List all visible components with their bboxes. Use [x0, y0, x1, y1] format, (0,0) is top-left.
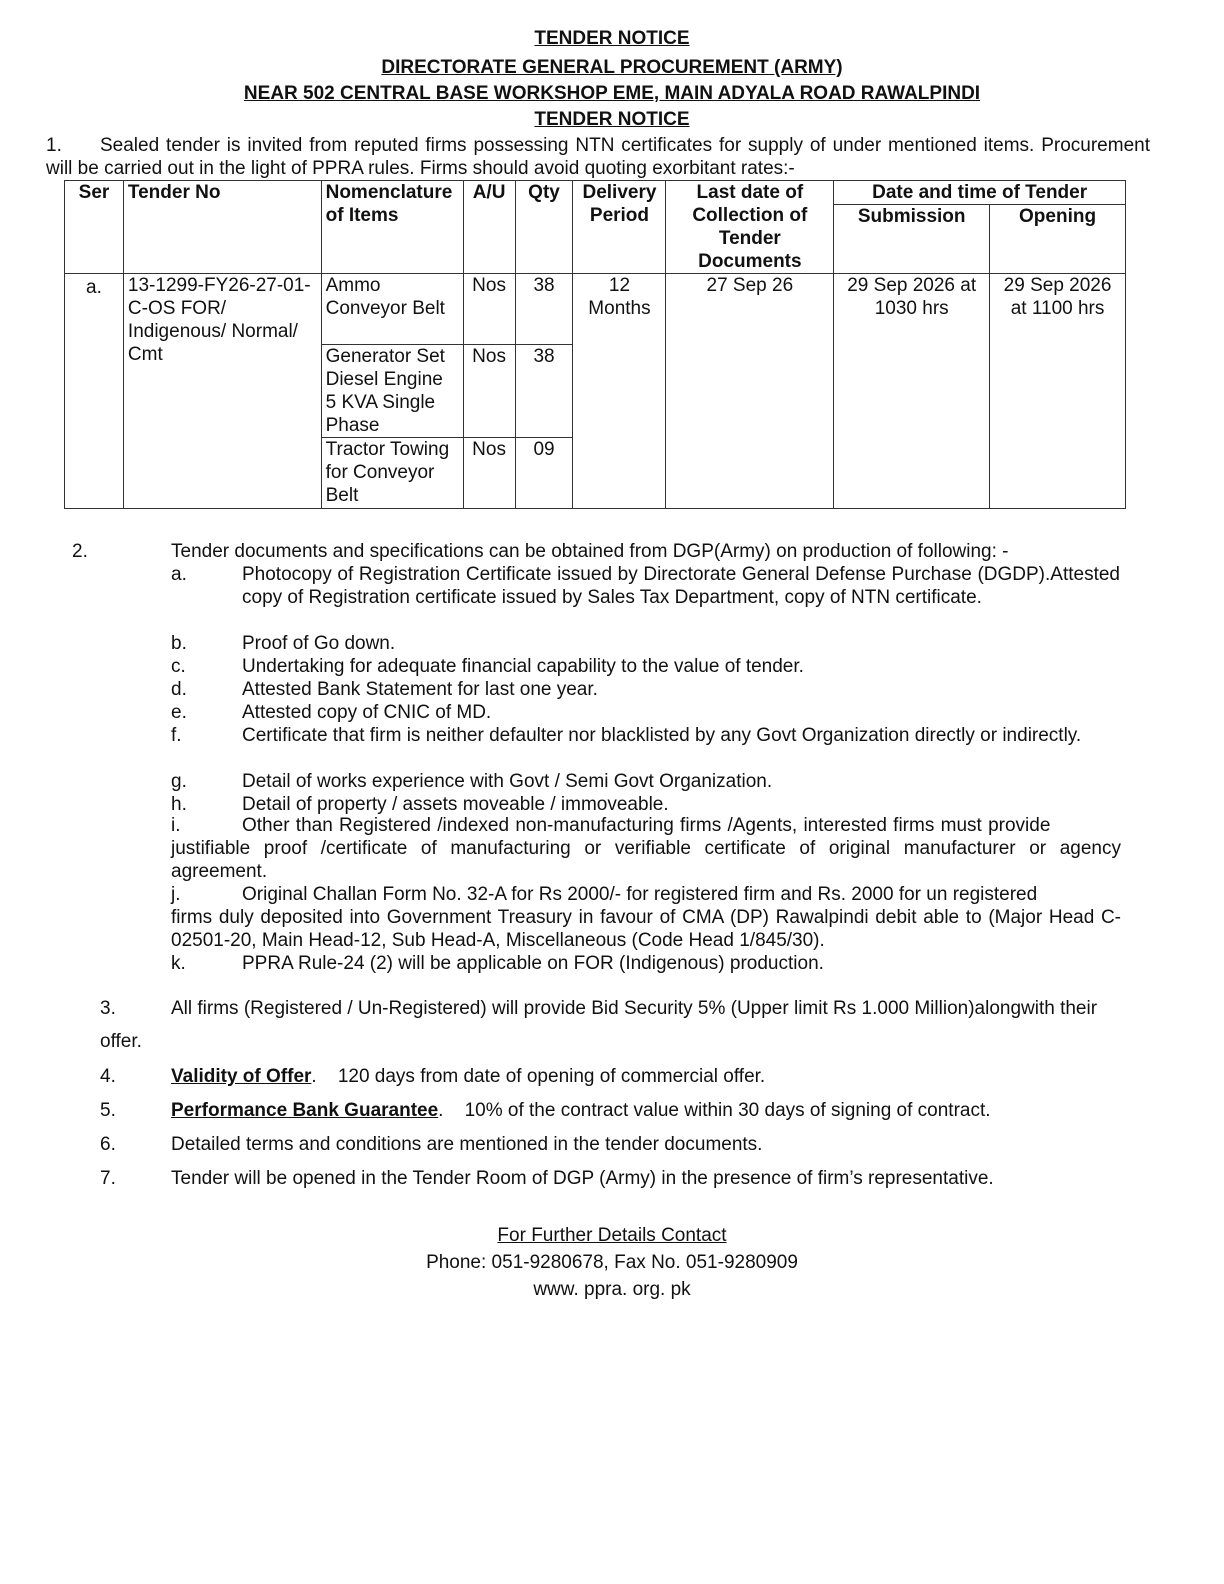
row-opening: 29 Sep 2026 at 1100 hrs: [990, 274, 1126, 509]
header-date-time: Date and time of Tender: [834, 181, 1126, 205]
contact-website[interactable]: www. ppra. org. pk: [533, 1279, 691, 1300]
header-nomenclature: Nomenclature of Items: [321, 181, 463, 274]
point-number: 5.: [100, 1100, 116, 1121]
list-text: Certificate that firm is neither defaulter nor blacklisted by any Govt Organization directly or indirectly.: [242, 725, 1082, 746]
header-submission: Submission: [834, 205, 990, 274]
point-text: [171, 1100, 991, 1122]
header-au: A/U: [463, 181, 515, 274]
point-text: [171, 998, 1097, 1020]
tender-table: [64, 180, 1126, 509]
list-text: Undertaking for adequate financial capability to the value of tender.: [242, 656, 804, 677]
list-label: a.: [171, 564, 187, 585]
point-text: [171, 1168, 994, 1190]
directorate-title: DIRECTORATE GENERAL PROCUREMENT (ARMY): [381, 57, 843, 78]
item-qty: 09: [515, 438, 573, 509]
header-opening: Opening: [990, 205, 1126, 274]
list-text: Original Challan Form No. 32-A for Rs 2000/- for registered firm and Rs. 2000 for un registered: [242, 884, 1038, 905]
list-label: i.: [171, 815, 181, 836]
point-body: . 10% of the contract value within 30 days of signing of contract.: [438, 1100, 991, 1121]
point-number: 4.: [100, 1066, 116, 1087]
header-ser: Ser: [65, 181, 124, 274]
list-label: c.: [171, 656, 186, 677]
header-tender-no: Tender No: [123, 181, 321, 274]
header-qty: Qty: [515, 181, 573, 274]
notice-subtitle: TENDER NOTICE: [534, 109, 690, 130]
list-label: f.: [171, 725, 182, 746]
list-label: j.: [171, 884, 181, 905]
list-text: Detail of property / assets moveable / immoveable.: [242, 794, 669, 815]
list-text: Proof of Go down.: [242, 633, 396, 654]
list-text: Attested copy of CNIC of MD.: [242, 702, 492, 723]
point-text: [171, 1134, 762, 1156]
list-text: justifiable proof /certificate of manufacturing or verifiable certificate of original manufacturer or agency agreement.: [171, 838, 1121, 882]
list-text: firms duly deposited into Government Treasury in favour of CMA (DP) Rawalpindi debit able to (Major Head C-02501-20, Main Head-12, Sub Head-A, Miscellaneous (Code Head 1/845/30).: [171, 907, 1121, 951]
list-text: Photocopy of Registration Certificate issued by Directorate General Defense Purchase (DGDP).Attested copy of Registration certificate issued by Sales Tax Department, copy of NTN certificate.: [242, 564, 1120, 608]
item-au: Nos: [463, 274, 515, 345]
list-text: Detail of works experience with Govt / Semi Govt Organization.: [242, 771, 773, 792]
item-name: Tractor Towing for Conveyor Belt: [321, 438, 463, 509]
list-label: g.: [171, 771, 187, 792]
contact-phone: Phone: 051-9280678, Fax No. 051-9280909: [426, 1252, 798, 1273]
point-heading: Validity of Offer: [171, 1066, 312, 1087]
point-body: . 120 days from date of opening of commercial offer.: [311, 1066, 766, 1087]
item-name: Generator Set Diesel Engine 5 KVA Single Phase: [321, 345, 463, 438]
contact-block: [0, 1222, 1224, 1303]
paragraph-number: 2.: [72, 541, 88, 562]
item-qty: 38: [515, 345, 573, 438]
paragraph-1: [46, 134, 1150, 180]
row-delivery: 12 Months: [573, 274, 666, 509]
list-label: b.: [171, 633, 187, 654]
header-last-date: Last date of Collection of Tender Documents: [666, 181, 834, 274]
item-qty: 38: [515, 274, 573, 345]
list-label: e.: [171, 702, 187, 723]
point-body: Detailed terms and conditions are mentioned in the tender documents.: [171, 1134, 763, 1155]
point-text: [171, 1066, 765, 1088]
row-last-date: 27 Sep 26: [666, 274, 834, 509]
point-heading: Performance Bank Guarantee: [171, 1100, 439, 1121]
paragraph-text: Sealed tender is invited from reputed firms possessing NTN certificates for supply of under mentioned items. Procurement will be carried out in the light of PPRA rules. Firms should avoid quoting exorbitant rates:-: [46, 135, 1150, 179]
list-label: d.: [171, 679, 187, 700]
item-name: Ammo Conveyor Belt: [321, 274, 463, 345]
point-body: Tender will be opened in the Tender Room of DGP (Army) in the presence of firm’s representative.: [171, 1168, 994, 1189]
notice-title: TENDER NOTICE: [534, 28, 690, 49]
point-number: 3.: [100, 998, 116, 1019]
point-number: 6.: [100, 1134, 116, 1155]
item-au: Nos: [463, 345, 515, 438]
list-label: k.: [171, 953, 186, 974]
paragraph-number: 1.: [46, 135, 62, 156]
point-body: All firms (Registered / Un-Registered) will provide Bid Security 5% (Upper limit Rs 1.000 Million)alongwith their: [171, 998, 1098, 1019]
header-delivery: Delivery Period: [573, 181, 666, 274]
point-continuation: offer.: [100, 1031, 142, 1052]
contact-heading: For Further Details Contact: [497, 1225, 727, 1246]
list-text: PPRA Rule-24 (2) will be applicable on FOR (Indigenous) production.: [242, 953, 824, 974]
list-text: Other than Registered /indexed non-manufacturing firms /Agents, interested firms must provide: [242, 815, 1051, 836]
item-au: Nos: [463, 438, 515, 509]
address-title: NEAR 502 CENTRAL BASE WORKSHOP EME, MAIN ADYALA ROAD RAWALPINDI: [243, 83, 981, 104]
point-number: 7.: [100, 1168, 116, 1189]
row-ser: a.: [65, 274, 124, 509]
list-label: h.: [171, 794, 187, 815]
list-text: Attested Bank Statement for last one year.: [242, 679, 598, 700]
row-tender-no: 13-1299-FY26-27-01-C-OS FOR/ Indigenous/ Normal/ Cmt: [123, 274, 321, 509]
paragraph-intro: Tender documents and specifications can be obtained from DGP(Army) on production of following: -: [171, 541, 1009, 562]
row-submission: 29 Sep 2026 at 1030 hrs: [834, 274, 990, 509]
